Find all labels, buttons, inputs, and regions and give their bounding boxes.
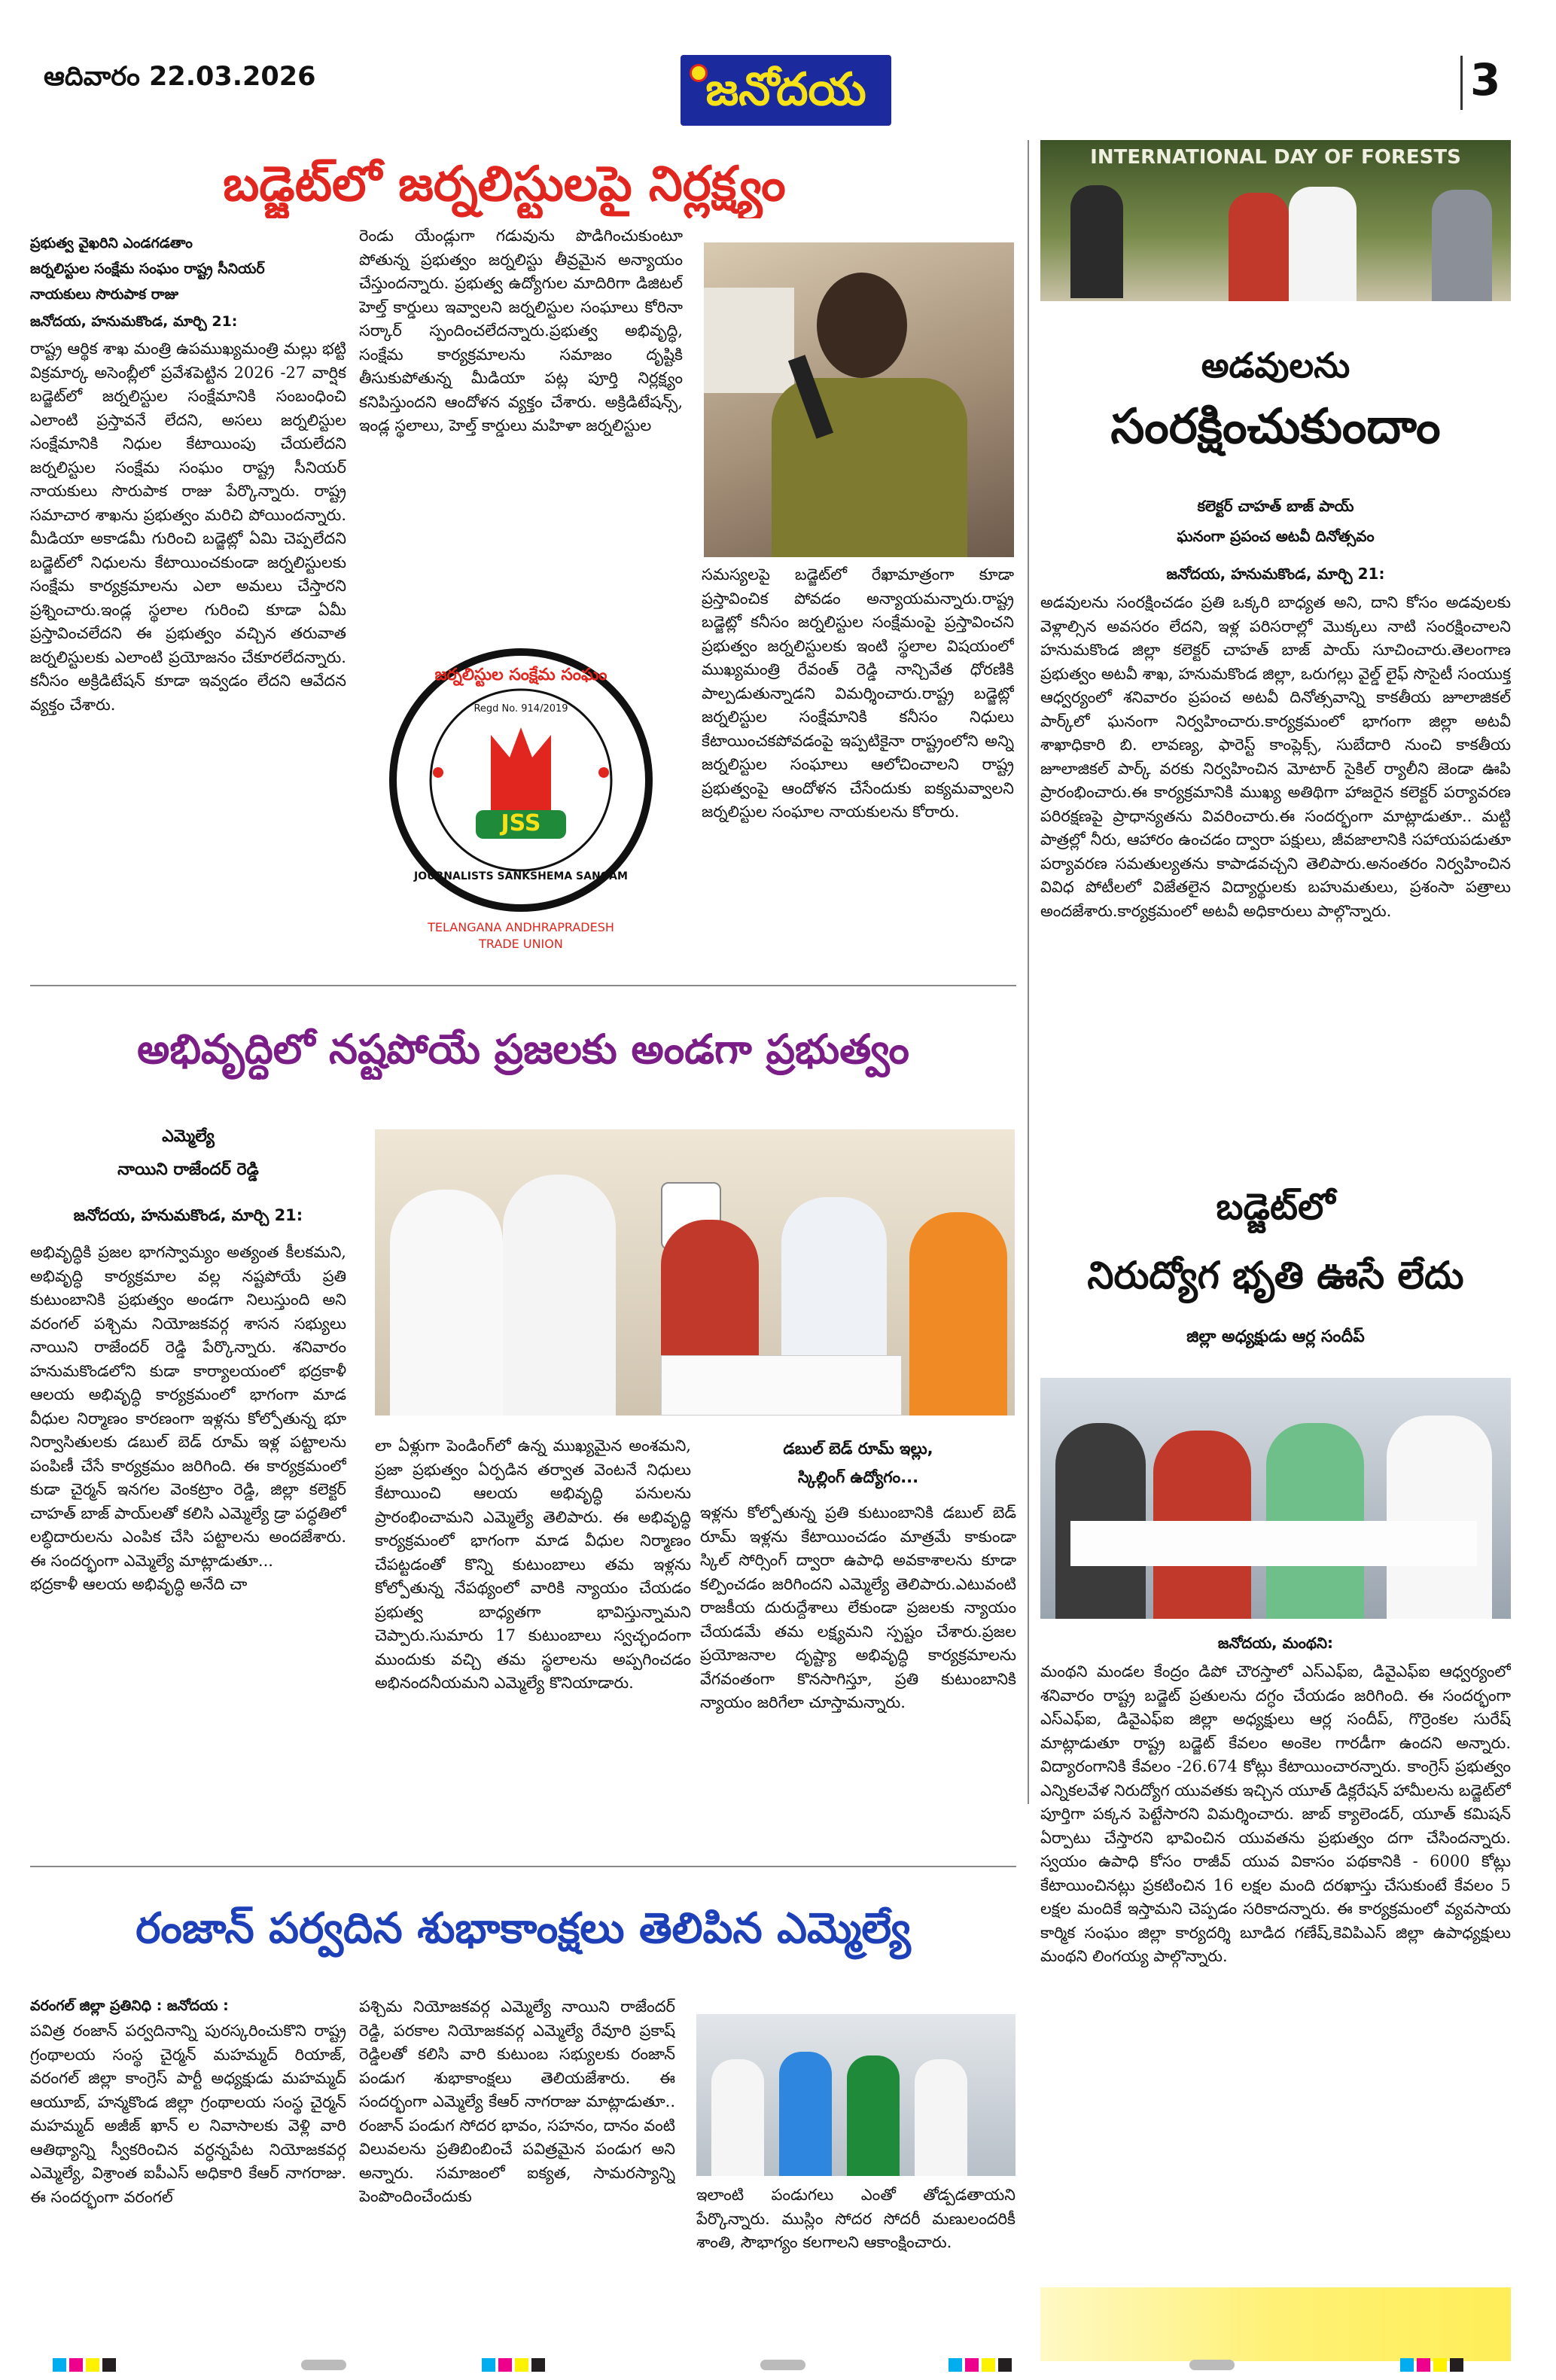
story3-column-3-heading: డబుల్ బెడ్ రూమ్ ఇల్లు, స్కిల్లింగ్ ఉద్యోగం... (783, 1440, 933, 1486)
story2-dateline: జనోదయ, హనుమకొండ, మార్చి 21: (1166, 565, 1385, 583)
story4-headline-2: నిరుద్యోగ భృతి ఊసే లేదు (1087, 1254, 1464, 1297)
story1-column-2: రెండు యేండ్లుగా గడువును పొడిగించుకుంటూ పోతున్న ప్రభుత్వం జర్నలిస్టు తీవ్రమైన అన్యాయం చేస్తుందన్నారు. ప్రభుత్వ ఉద్యోగుల మాదిరిగా డిజిటల్ హెల్త్ కార్డులు ఇవ్వాలని జర్నలిస్టుల సంఘాలు కోరినా సర్కార్ స్పందించలేదన్నారు.ప్రభుత్వ అభివృద్ధి, సంక్షేమ కార్యక్రమాలను సమాజం దృష్టికి తీసుకుపోతున్న మీడియా పట్ల పూర్తి నిర్లక్ష్యం కనిపిస్తుందని ఆందోళన వ్యక్తం చేశారు. అక్రిడిటేషన్స్, ఇండ్ల స్థలాలు, హెల్త్ కార్డులు మహిళా జర్నలిస్టుల (359, 227, 683, 434)
story3-column-1: అభివృద్ధికి ప్రజల భాగస్వామ్యం అత్యంత కీలకమని, అభివృద్ధి కార్యక్రమాల వల్ల నష్టపోయే ప్రతి కుటుంబానికి ప్రభుత్వం అండగా నిలుస్తుంది అని వరంగల్ పశ్చిమ నియోజకవర్గ శాసన సభ్యులు నాయిని రాజేందర్ రెడ్డి పేర్కొన్నారు. శనివారం హనుమకొండలోని కుడా కార్యాలయంలో భద్రకాళీ ఆలయ అభివృద్ధి కార్యక్రమంలో భాగంగా మాడ వీధుల నిర్మాణం కారణంగా ఇళ్లను కోల్పోతున్న భూ నిర్వాసితులకు డబుల్ బెడ్ రూమ్ ఇళ్ల పట్టాలను పంపిణీ చేసే కార్యక్రమం జరిగింది. ఈ కార్యక్రమంలో కుడా చైర్మన్ ఇనగల వెంకట్రాం రెడ్డి, జిల్లా కలెక్టర్ చాహత్ బాజ్ పాయ్‌లతో కలిసి ఎమ్మెల్యే డ్రా పద్ధతిలో లబ్ధిదారులను ఎంపిక చేసి పట్టాలను అందజేశారు. ఈ సందర్భంగా ఎమ్మెల్యే మాట్లాడుతూ... భద్రకాళీ ఆలయ అభివృద్ధి అనేది చా (30, 1243, 346, 1593)
jss-logo-initials: JSS (501, 810, 541, 837)
story3-byline-title: ఎమ్మెల్యే (162, 1127, 215, 1146)
column-divider (1028, 140, 1029, 1804)
story5-dateline: వరంగల్ జిల్లా ప్రతినిధి : జనోదయ : (30, 1998, 229, 2014)
story1-column-1: రాష్ట్ర ఆర్థిక శాఖ మంత్రి ఉపముఖ్యమంత్రి మల్లు భట్టి విక్రమార్క అసెంబ్లీలో ప్రవేశపెట్టిన 2026 -27 వార్షిక బడ్జెట్‌లో జర్నలిస్టుల సంక్షేమానికి సంబంధించి ఎలాంటి ప్రస్తావనే లేదని, అసలు జర్నలిస్టుల సంక్షేమానికి నిధుల కేటాయింపు చేయలేదని జర్నలిస్టుల సంక్షేమ సంఘం రాష్ట్ర సీనియర్ నాయకులు సొరుపాక రాజు పేర్కొన్నారు. రాష్ట్ర సమాచార శాఖను ప్రభుత్వం మరిచి పోయిందన్నారు. మీడియా అకాడమీ గురించి బడ్జెట్లో ఏమి చెప్పలేదని బడ్జెట్‌లో నిధులను కేటాయించకుండా జర్నలిస్టులకు సంక్షేమ కార్యక్రమాలను ఎలా అమలు చేస్తారని ప్రశ్నించారు.ఇండ్ల స్థలాల గురించి కూడా ఏమీ ప్రస్తావించలేదని ఈ ప్రభుత్వం వచ్చిన తరువాత జర్నలిస్టులకు ఎలాంటి ప్రయోజనం చేకూరలేదన్నారు. కనీసం అక్రిడిటేషన్ కూడా ఇవ్వడం లేదని ఆవేదన వ్యక్తం చేశారు. (30, 340, 346, 714)
story2-sub: కలెక్టర్ చాహత్ బాజ్ పాయ్ ఘనంగా ప్రపంచ అటవీ దినోత్సవం (1177, 497, 1375, 545)
story4-body: మంథని మండల కేంద్రం డిపో చౌరస్తాలో ఎస్ఎఫ్ఐ, డివైఎఫ్ఐ ఆధ్వర్యంలో శనివారం రాష్ట్ర బడ్జెట్ ప్రతులను దగ్ధం చేయడం జరిగింది. ఈ సందర్భంగా ఎస్ఎఫ్ఐ, డివైఎఫ్ఐ జిల్లా అధ్యక్షులు ఆర్ల సందీప్, గొర్రెంకల సురేష్ మాట్లాడుతూ రాష్ట్ర బడ్జెట్ కేవలం అంకెల గారడీగా ఉందని అన్నారు. విద్యారంగానికి కేవలం -26.674 కోట్లు కేటాయించారన్నారు. కాంగ్రెస్ ప్రభుత్వం ఎన్నికలవేళ నిరుద్యోగ యువతకు ఇచ్చిన యూత్ డిక్లరేషన్ హామీలను బడ్జెట్‌లో పూర్తిగా పక్కన పెట్టేసారని విమర్శించారు. జాబ్ క్యాలెండర్, యూత్ కమిషన్ ఏర్పాటు చేస్తారని భావించిన యువతను ప్రభుత్వం దగా చేసిందన్నారు. స్వయం ఉపాధి కోసం రాజీవ్ యువ వికాసం పథకానికి - 6000 కోట్లు కేటాయించినట్లు ప్రకటించిన 16 లక్షల మంది దరఖాస్తు చేసుకుంటే కేవలం 5 లక్షల మందికే ఇస్తామని చెప్పడం సరికాదన్నారు. ఈ కార్యక్రమంలో వ్యవసాయ కార్మిక సంఘం జిల్లా కార్యదర్శి బూడిద గణేష్,కెవిపిఎస్ జిల్లా ఉపాధ్యక్షులు మంథని లింగయ్య పాల్గొన్నారు. (1040, 1662, 1511, 1965)
speaker-body (772, 378, 967, 557)
story1-headline: బడ్జెట్‌లో జర్నలిస్టులపై నిర్లక్ష్యం (223, 157, 786, 212)
story5-column-2: పశ్చిమ నియోజకవర్గ ఎమ్మెల్యే నాయిని రాజేందర్ రెడ్డి, పరకాల నియోజకవర్గ ఎమ్మెల్యే రేవూరి ప్రకాష్ రెడ్డిలతో కలిసి వారి కుటుంబ సభ్యులకు రంజాన్ పండుగ శుభాకాంక్షలు తెలియజేశారు. ఈ సందర్భంగా ఎమ్మెల్యే కేఆర్ నాగరాజు మాట్లాడుతూ.. రంజాన్ పండుగ సోదర భావం, సహనం, దానం వంటి విలువలను ప్రతిబింబించే పవిత్రమైన పండుగ అని అన్నారు. సమాజంలో ఐక్యత, సామరస్యాన్ని పెంపొందించేందుకు (359, 1998, 675, 2205)
jss-logo-footer-2: TRADE UNION (479, 937, 563, 951)
story4-headline: బడ్జెట్‌లో (1216, 1186, 1335, 1228)
story2-body: అడవులను సంరక్షించడం ప్రతి ఒక్కరి బాధ్యత అని, దాని కోసం అడవులకు వెళ్లాల్సిన అవసరం లేదని, ఇళ్ల పరిసరాల్లో మొక్కలు నాటి సంరక్షించాలని హనుమకొండ జిల్లా కలెక్టర్ చాహత్ బాజ్ పాయ్ సూచించారు.తెలంగాణ ప్రభుత్వం అటవీ శాఖ, హనుమకొండ జిల్లా, ఒరుగల్లు వైల్డ్ లైఫ్ సొసైటీ సంయుక్త ఆధ్వర్యంలో శనివారం ప్రపంచ అటవీ దినోత్సవాన్ని కాకతీయ జూలాజికల్ పార్క్‌లో ఘనంగా నిర్వహించారు.కార్యక్రమంలో భాగంగా జిల్లా అటవీ శాఖాధికారి బి. లావణ్య, ఫారెస్ట్ కాంప్లెక్స్, సుబేదారి నుంచి కాకతీయ జూలాజికల్ పార్క్ వరకు నిర్వహించిన మోటార్ సైకిల్ ర్యాలీని జెండా ఊపి ప్రారంభించారు.ఈ కార్యక్రమానికి ముఖ్య అతిథిగా హాజరైన కలెక్టర్ పర్యావరణ పరిరక్షణపై ప్రాధాన్యతను వివరించారు.ఈ సందర్భంగా మాట్లాడుతూ.. మట్టి పాత్రల్లో నీరు, ఆహారం ఉంచడం ద్వారా పక్షులు, జీవజాలానికి సహాయపడుతూ పర్యావరణ సమతుల్యతను కాపాడవచ్చని తెలిపారు.అనంతరం నిర్వహించిన వివిధ పోటీలలో విజేతలైన విద్యార్థులకు బహుమతులు, ప్రశంసా పత్రాలు అందజేశారు.కార్యక్రమంలో అటవీ అధికారులు పాల్గొన్నారు. (1040, 593, 1511, 920)
header-date: ఆదివారం 22.03.2026 (44, 62, 316, 92)
story2-headline: అడవులను (1201, 345, 1350, 385)
story2-photo-forest-day (1040, 140, 1511, 301)
story3-column-2: లా ఏళ్లుగా పెండింగ్‌లో ఉన్న ముఖ్యమైన అంశమని, ప్రజా ప్రభుత్వం ఏర్పడిన తర్వాత వెంటనే నిధులు కేటాయించి ఆలయ అభివృద్ధి పనులను ప్రారంభించామని ఎమ్మెల్యే తెలిపారు. ఈ అభివృద్ధి కార్యక్రమంలో భాగంగా మాడ వీధుల నిర్మాణం చేపట్టడంతో కొన్ని కుటుంబాలు తమ ఇళ్లను కోల్పోతున్న నేపథ్యంలో వారికి న్యాయం చేయడం ప్రభుత్వ బాధ్యతగా భావిస్తున్నామని చెప్పారు.సుమారు 17 కుటుంబాలు స్వచ్ఛందంగా ముందుకు వచ్చి తమ స్థలాలను అప్పగించడం అభినందనీయమని ఎమ్మెల్యే కొనియాడారు. (375, 1437, 691, 1692)
story4-byline: జిల్లా అధ్యక్షుడు ఆర్ల సందీప్ (1186, 1327, 1365, 1346)
speaker-head (817, 273, 907, 378)
masthead (681, 55, 891, 126)
story5-top-rule (30, 1866, 1016, 1867)
story3-headline: అభివృద్ధిలో నష్టపోయే ప్రజలకు అండగా ప్రభుత్వం (137, 1025, 909, 1073)
story2-headline-2: సంరక్షించుకుందాం (1110, 399, 1441, 455)
jss-logo (378, 645, 664, 961)
story4-dateline: జనోదయ, మంథని: (1217, 1634, 1334, 1652)
story3-dateline: జనోదయ, హనుమకొండ, మార్చి 21: (73, 1206, 303, 1224)
story4-photo-protest (1040, 1378, 1511, 1619)
story5-photo-ramzan (696, 2014, 1016, 2176)
masthead-title: జనోదయ (705, 63, 866, 116)
jss-logo-arc-text: జర్నలిస్టుల సంక్షేమ సంఘం (434, 666, 607, 684)
story1-dateline: జనోదయ, హనుమకొండ, మార్చి 21: (30, 313, 238, 330)
page-number: 3 (1470, 54, 1501, 105)
story3-photo-patta-distribution (375, 1129, 1015, 1416)
story2-photo-banner: INTERNATIONAL DAY OF FORESTS (1090, 146, 1461, 169)
story3-top-rule (30, 985, 1016, 986)
jss-logo-footer-1: TELANGANA ANDHRAPRADESH (428, 920, 614, 934)
page-number-divider (1460, 56, 1463, 110)
story5-column-3: ఇలాంటి పండుగలు ఎంతో తోడ్పడతాయని పేర్కొన్నారు. ముస్లిం సోదర సోదరీ మణులందరికీ శాంతి, సౌభాగ్యం కలగాలని ఆకాంక్షించారు. (696, 2186, 1016, 2251)
story3-column-3: ఇళ్లను కోల్పోతున్న ప్రతి కుటుంబానికి డబుల్ బెడ్ రూమ్ ఇళ్లను కేటాయించడం మాత్రమే కాకుండా స్కిల్ సోర్సింగ్ ద్వారా ఉపాధి అవకాశాలను కూడా కల్పించడం జరిగిందని ఎమ్మెల్యే తెలిపారు.ఎటువంటి రాజకీయ దురుద్దేశాలు లేకుండా ప్రజలకు న్యాయం చేయడమే తమ లక్ష్యమని స్పష్టం చేశారు.ప్రజల ప్రయోజనాల దృష్ట్యా అభివృద్ధి కార్యక్రమాలను వేగవంతంగా కొనసాగిస్తూ, ప్రతి కుటుంబానికి న్యాయం జరిగేలా చూస్తామన్నారు. (700, 1504, 1016, 1711)
print-registration-marks (0, 2349, 1556, 2380)
story5-column-1: పవిత్ర రంజాన్ పర్వదినాన్ని పురస్కరించుకొని రాష్ట్ర గ్రంథాలయ సంస్థ చైర్మన్ మహమ్మద్ రియాజ్, వరంగల్ జిల్లా కాంగ్రెస్ పార్టీ అధ్యక్షుడు మహమ్మద్ ఆయూబ్, హన్మకొండ జిల్లా గ్రంథాలయ సంస్థ చైర్మన్ మహమ్మద్ అజీజ్ ఖాన్ ల నివాసాలకు వెళ్లి వారి ఆతిథ్యాన్ని స్వీకరించిన వర్ధన్నపేట నియోజకవర్గ ఎమ్మెల్యే, విశ్రాంత ఐపీఎస్ అధికారి కేఆర్ నాగరాజు. ఈ సందర్భంగా వరంగల్ (30, 2022, 346, 2206)
story1-photo-speaker (704, 242, 1014, 557)
jss-logo-ring-text: JOURNALISTS SANKSHEMA SANGAM (414, 870, 628, 882)
story1-column-3: సమస్యలపై బడ్జెట్‌లో రేఖామాత్రంగా కూడా ప్రస్తావించిక పోవడం అన్యాయమన్నారు.రాష్ట్ర బడ్జెట్లో కనీసం జర్నలిస్టుల సంక్షేమంపై ప్రస్తావించని ప్రభుత్వం జర్నలిస్టులకు ఇంటి స్థలాల విషయంలో ముఖ్యమంత్రి రేవంత్ రెడ్డి నాన్చివేత ధోరణికి పాల్పడుతున్నాడని విమర్శించారు.రాష్ట్ర బడ్జెట్లో జర్నలిస్టుల సంక్షేమానికి కనీసం నిధులు కేటాయించకపోవడంపై ఇప్పటికైనా రాష్ట్రంలోని అన్ని జర్నలిస్టుల సంఘాలు ఆలోచించాలని రాష్ట్ర ప్రభుత్వంపై ఆందోళన చేసేందుకు ఐక్యమవ్వాలని జర్నలిస్టుల సంఘాల నాయకులను కోరారు. (702, 565, 1014, 821)
story1-intro: ప్రభుత్వ వైఖరిని ఎండగడతాం జర్నలిస్టుల సంక్షేమ సంఘం రాష్ట్ర సీనియర్ నాయకులు సొరుపాక రాజు (30, 235, 265, 303)
jss-logo-reg: Regd No. 914/2019 (473, 703, 568, 715)
story3-byline-name: నాయిని రాజేందర్ రెడ్డి (117, 1160, 259, 1179)
story5-headline: రంజాన్ పర్వదిన శుభాకాంక్షలు తెలిపిన ఎమ్మెల్యే (136, 1904, 911, 1953)
